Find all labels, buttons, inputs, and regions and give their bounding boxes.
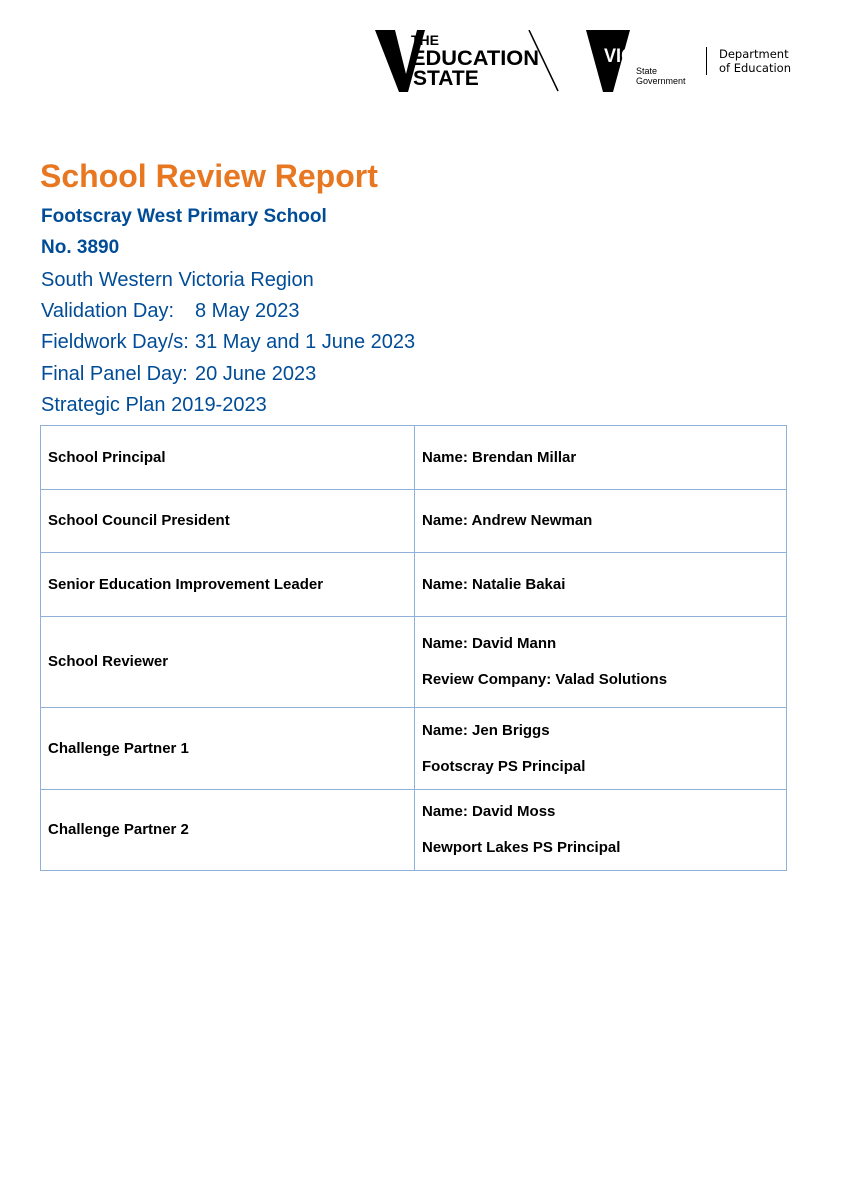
svg-text:Government: Government — [636, 76, 686, 86]
final-panel-day-value: 20 June 2023 — [195, 363, 317, 385]
education-state-logo — [375, 30, 565, 94]
details-cell: Name: Natalie Bakai — [415, 553, 787, 617]
role-cell: Senior Education Improvement Leader — [41, 553, 415, 617]
svg-text:State: State — [636, 66, 658, 76]
strategic-plan: Strategic Plan 2019-2023 — [41, 394, 267, 416]
svg-text:STATE: STATE — [413, 67, 479, 90]
svg-text:VICTORIA: VICTORIA — [604, 46, 691, 67]
details-cell: Name: David Mann Review Company: Valad Solutions — [415, 617, 787, 708]
report-title: School Review Report — [40, 158, 378, 194]
validation-day — [41, 300, 300, 323]
table-row — [41, 617, 787, 708]
role-cell: Challenge Partner 1 — [41, 708, 415, 790]
role-cell: Challenge Partner 2 — [41, 790, 415, 871]
details-cell: Name: Andrew Newman — [415, 490, 787, 553]
svg-text:EDUCATION: EDUCATION — [411, 47, 539, 70]
details-cell: Name: David Moss Newport Lakes PS Principal — [415, 790, 787, 871]
table-row — [41, 790, 787, 871]
review-panel-table — [40, 425, 787, 871]
details-cell: Name: Jen Briggs Footscray PS Principal — [415, 708, 787, 790]
validation-day-value: 8 May 2023 — [195, 300, 300, 322]
role-cell: School Principal — [41, 426, 415, 490]
svg-text:THE: THE — [411, 32, 439, 48]
table-row — [41, 490, 787, 553]
department-line-2: of Education — [719, 61, 791, 75]
school-name: Footscray West Primary School — [41, 206, 327, 227]
table-row — [41, 708, 787, 790]
final-panel-day — [41, 363, 316, 386]
final-panel-day-label: Final Panel Day: — [41, 363, 188, 385]
fieldwork-days — [41, 331, 415, 354]
fieldwork-days-label: Fieldwork Day/s: — [41, 331, 189, 353]
department-line-1: Department — [719, 47, 789, 61]
region: South Western Victoria Region — [41, 269, 314, 291]
role-cell: School Reviewer — [41, 617, 415, 708]
table-row — [41, 426, 787, 490]
fieldwork-days-value: 31 May and 1 June 2023 — [195, 331, 416, 353]
role-cell: School Council President — [41, 490, 415, 553]
school-number: No. 3890 — [41, 237, 120, 258]
victoria-government-logo — [586, 30, 711, 94]
validation-day-label: Validation Day: — [41, 300, 175, 322]
department-of-education-logo — [706, 47, 819, 75]
table-row — [41, 553, 787, 617]
details-cell: Name: Brendan Millar — [415, 426, 787, 490]
